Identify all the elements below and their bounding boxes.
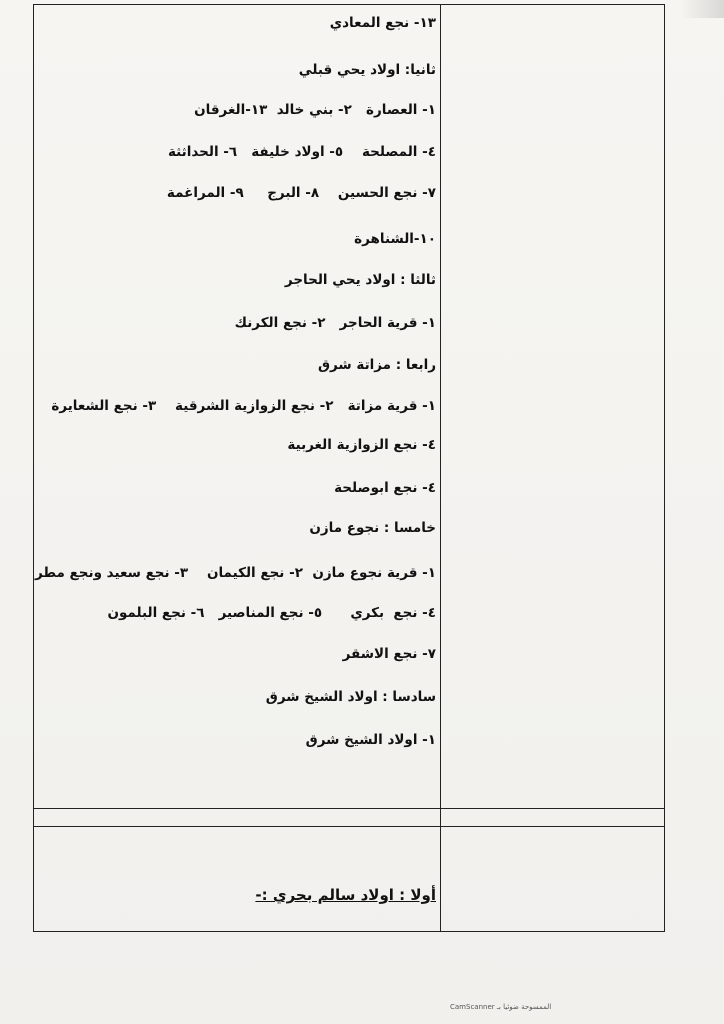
list-item: ٧- نجع الحسين ٨- البرج ٩- المراغمة — [166, 185, 436, 201]
list-item: ١٠-الشناهرة — [354, 231, 436, 247]
table-row-divider — [33, 826, 665, 827]
list-item: ٤- نجع الزوازية الغربية — [287, 437, 436, 453]
table-column-divider — [440, 4, 441, 932]
list-item: ١- اولاد الشيخ شرق — [305, 732, 436, 748]
scanner-watermark: CamScanner الممسوحة ضوئيا بـ — [450, 1003, 552, 1011]
list-item: ٤- نجع بكري ٥- نجع المناصير ٦- نجع البلمون — [107, 605, 436, 621]
list-item: ٤- المصلحة ٥- اولاد خليفة ٦- الحداثثة — [167, 144, 436, 160]
list-item: ١٣- نجع المعادي — [329, 15, 436, 31]
section-heading: سادسا : اولاد الشيخ شرق — [265, 689, 436, 705]
list-item: ١- قرية نجوع مازن ٢- نجع الكيمان ٣- نجع سعيد ونجع مطر — [34, 565, 436, 581]
list-item: ١- العصارة ٢- بني خالد ١٣-الغرقان — [194, 102, 436, 118]
list-item: ٤- نجع ابوصلحة — [334, 480, 436, 496]
scan-edge-shadow — [680, 0, 724, 18]
list-item: ١- قرية مزاتة ٢- نجع الزوازية الشرقية ٣- نجع الشعايرة — [51, 398, 436, 414]
list-item: ٧- نجع الاشقر — [342, 646, 436, 662]
table-row-divider — [33, 808, 665, 809]
section-title-underlined: أولا : اولاد سالم بحري :- — [255, 886, 436, 904]
section-heading: خامسا : نجوع مازن — [309, 520, 436, 536]
section-heading: رابعا : مزاتة شرق — [317, 357, 436, 373]
section-heading: ثانيا: اولاد يحي قبلي — [298, 62, 436, 78]
list-item: ١- قرية الحاجر ٢- نجع الكرنك — [234, 315, 436, 331]
section-heading: ثالثا : اولاد يحي الحاجر — [284, 272, 436, 288]
